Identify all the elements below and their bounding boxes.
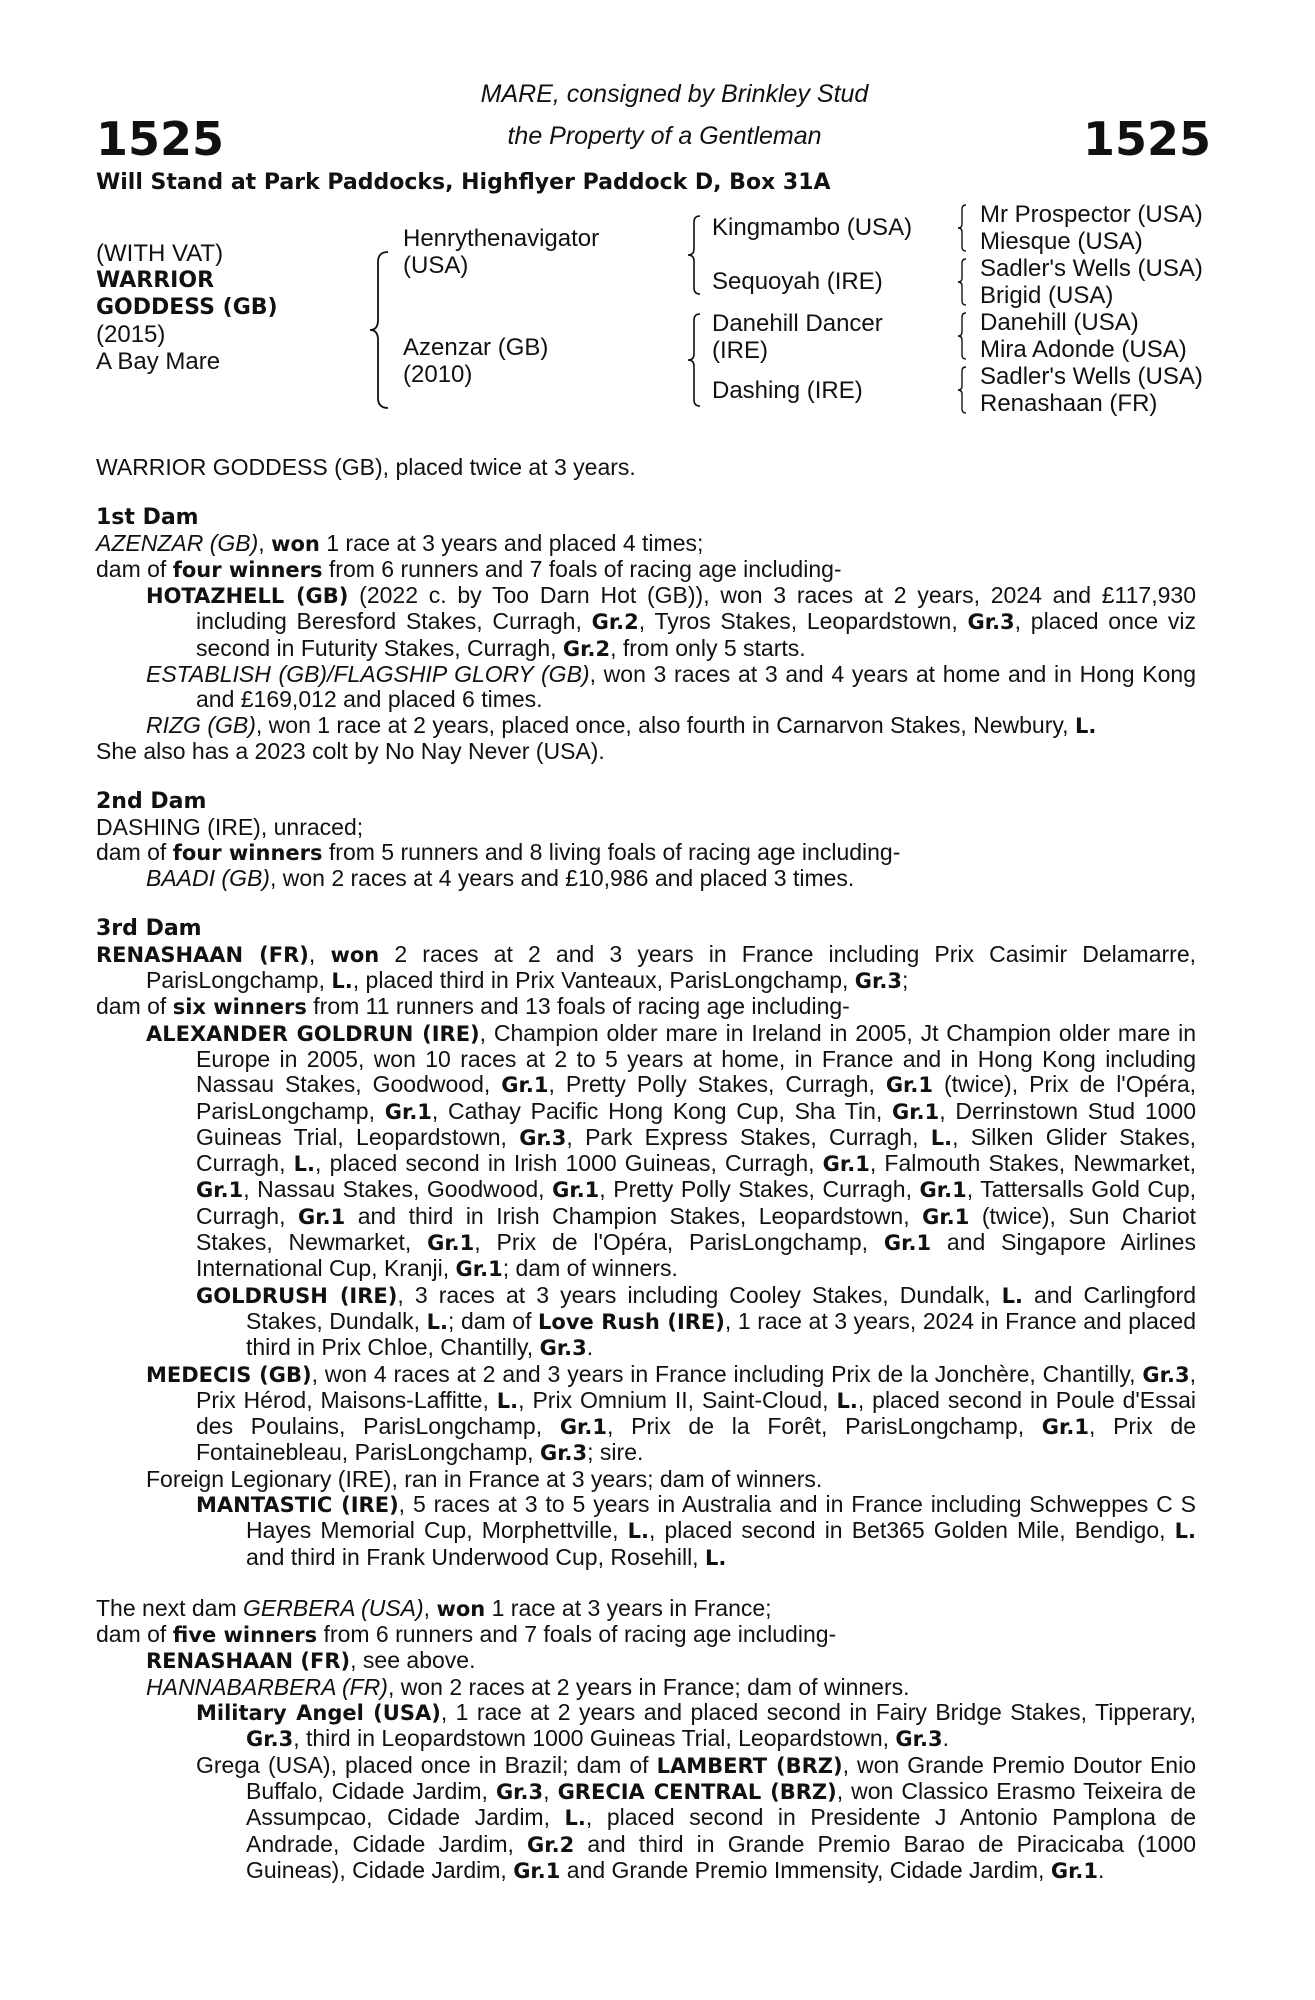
colt-note: She also has a 2023 colt by No Nay Never (USA). [96,737,605,764]
grade: L. [1001,1283,1023,1308]
winners-count: four winners [172,557,323,582]
sire [403,225,599,279]
grade: L. [1074,713,1097,738]
intro-line: WARRIOR GODDESS (GB), placed twice at 3 years. [96,454,636,480]
text: dam of [96,1621,173,1648]
text: , 3 races at 3 years including Cooley Stakes, Dundalk, [397,1281,1002,1308]
grade: Gr.3 [495,1779,544,1804]
grade: Gr.2 [562,636,611,661]
dam-name: GERBERA (USA) [243,1594,424,1621]
brace-dd [956,365,968,415]
sire-line2: (USA) [403,252,469,279]
second-dam-line2 [96,840,1196,866]
grade: Gr.1 [513,1858,561,1883]
first-dam-line1: AZENZAR (GB), won 1 race at 3 years and placed 4 times; [96,529,704,556]
text: , Prix de Fontainebleau, ParisLongchamp, [196,1413,1196,1466]
text: , Derrinstown Stud 1000 Guineas Trial, Leopardstown, [196,1097,1196,1150]
text: ; sire. [587,1439,644,1466]
text: , placed second in Poule d'Essai des Poulains, ParisLongchamp, [196,1386,1196,1440]
progeny-name: GOLDRUSH (IRE) [196,1283,398,1308]
brace-dam [686,312,702,408]
grade: Gr.3 [1142,1362,1190,1387]
grade: Gr.2 [527,1832,575,1857]
grade: Gr.1 [919,1178,967,1203]
text: , won 4 races at 2 and 3 years in France including Prix de la Jonchère, Chantilly, [311,1360,1143,1387]
grade: L. [293,1152,316,1177]
text: , [543,1777,558,1804]
text: , Park Express Stakes, Curragh, [566,1123,931,1150]
next-dam-line1 [96,1596,1196,1622]
gen3-sdd: Brigid (USA) [980,282,1114,309]
text: (2022 c. by Too Darn Hot (GB)), won 3 races at 2 years, 2024 and £117,930 including Beresford Stakes, Curragh, [196,582,1196,635]
gen3-sss: Mr Prospector (USA) [980,201,1203,228]
grade: Gr.2 [591,610,639,635]
grade: Gr.1 [1041,1415,1089,1440]
grade: Gr.3 [967,610,1015,635]
property-line: the Property of a Gentleman [507,122,822,150]
text: , Nassau Stakes, Goodwood, [243,1176,553,1203]
progeny-name: LAMBERT (BRZ) [656,1753,843,1778]
first-dam-line2 [96,557,1196,583]
rizg-entry [96,713,1196,739]
gen3-sds: Sadler's Wells (USA) [980,255,1203,282]
first-dam-heading: 1st Dam [96,505,199,531]
text: , [423,1594,437,1621]
progeny-name: RIZG (GB) [146,711,256,738]
grade: Gr.3 [539,1441,588,1466]
text: from 11 runners and 13 foals of racing age including- [306,993,850,1020]
dam-line1: Azenzar (GB) [403,334,549,361]
grade: Gr.3 [895,1727,943,1752]
text: , Pretty Polly Stakes, Curragh, [548,1071,886,1098]
baadi-entry [96,866,1196,891]
progeny-name: Military Angel (USA) [196,1701,441,1726]
dam-sire-line2: (IRE) [712,337,768,364]
text: . [586,1334,594,1361]
text: and Grande Premio Immensity, Cidade Jardim, [560,1856,1051,1883]
progeny-name: BAADI (GB) [146,865,270,892]
text: , Prix Hérod, Maisons-Laffitte, [196,1360,1197,1413]
grade: L. [836,1388,858,1413]
text: The next dam [96,1594,244,1621]
vat-note: (WITH VAT) [96,240,224,267]
grade: Gr.1 [559,1415,608,1440]
dam-name: AZENZAR (GB) [96,529,259,556]
dam-sire [712,310,883,364]
progeny-name: Love Rush (IRE) [538,1309,725,1334]
text: ; dam of winners. [502,1255,678,1282]
text: 2 races at 2 and 3 years in France including Prix Casimir Delamarre, ParisLongchamp, [146,940,1197,994]
grade: Gr.1 [1050,1858,1099,1883]
brace-sd [956,257,968,307]
catalogue-body [96,455,1196,1884]
alexander-goldrun-entry [96,1021,1196,1283]
grade: Gr.1 [883,1231,932,1256]
hotazhell-entry [96,583,1196,662]
text: , Silken Glider Stakes, Curragh, [196,1123,1197,1177]
dam-sire-line1: Danehill Dancer [712,310,883,337]
text: and third in Grande Premio Barao de Piracicaba (1000 Guineas), Cidade Jardim, [246,1830,1197,1883]
grade: Gr.3 [854,969,902,994]
dam-name: RENASHAAN (FR) [96,942,309,967]
won-label: won [330,942,380,967]
text: , won Grande Premio Doutor Enio Buffalo, Cidade Jardim, [246,1751,1196,1804]
mantastic-entry [96,1492,1196,1571]
stand-location: Will Stand at Park Paddocks, Highflyer Paddock D, Box 31A [96,170,831,195]
sire-sire: Kingmambo (USA) [712,214,913,241]
grade: Gr.1 [552,1178,600,1203]
grade: Gr.3 [246,1727,294,1752]
winners-count: five winners [172,1623,318,1648]
text: from 6 runners and 7 foals of racing age including- [317,1621,837,1648]
gen3-dd [980,363,1203,417]
next-dam-produce [96,1622,1196,1648]
text: ; [901,967,909,994]
text: , Prix de l'Opéra, ParisLongchamp, [474,1229,884,1256]
grade: Gr.3 [539,1336,587,1361]
text: , placed third in Prix Vanteaux, ParisLongchamp, [352,967,855,994]
text: , won 1 race at 2 years, placed once, also fourth in Carnarvon Stakes, Newbury, [255,711,1075,738]
hannabarbera-entry [96,1675,1196,1700]
establish-entry [96,662,1196,713]
text: . [1098,1856,1105,1883]
gen3-dds: Sadler's Wells (USA) [980,363,1203,390]
text: , 5 races at 3 to 5 years in Australia and in France including Schweppes C S Hayes Memorial Cup, Morphettville, [246,1490,1196,1544]
brace-sire [686,214,702,296]
text: (twice), Sun Chariot Stakes, Newmarket, [196,1202,1197,1256]
progeny-name: ALEXANDER GOLDRUN (IRE) [146,1021,480,1046]
text: , third in Leopardstown 1000 Guineas Trial, Leopardstown, [293,1725,896,1752]
text: . [942,1725,949,1752]
text: , won 3 races at 3 and 4 years at home and in Hong Kong and £169,012 and placed 6 times. [196,661,1197,713]
horse-year: (2015) [96,321,166,348]
gen3-dsd: Mira Adonde (USA) [980,336,1187,363]
gen3-ds [980,309,1187,363]
second-dam-heading: 2nd Dam [96,789,207,815]
text: ; dam of [448,1307,539,1334]
text: , Champion older mare in Ireland in 2005, Jt Champion older mare in Europe in 2005, won 10 races at 2 to 5 years at home, in France and in Hong Kong including Nassau Stakes, Goodwood, [196,1019,1196,1098]
goldrush-entry [96,1283,1196,1362]
text: , from only 5 starts. [610,634,806,661]
grade: Gr.1 [455,1257,503,1282]
text: , Tyros Stakes, Leopardstown, [638,608,968,635]
lot-number-left: 1525 [96,112,225,166]
text: , won 2 races at 4 years and £10,986 and placed 3 times. [269,865,855,892]
progeny-name: HANNABARBERA (FR) [146,1673,388,1700]
text: 1 race at 3 years and placed 4 times; [319,529,704,556]
grade: Gr.1 [892,1099,940,1124]
text: , 1 race at 2 years and placed second in Fairy Bridge Stakes, Tipperary, [440,1699,1196,1726]
military-angel-entry [96,1700,1196,1753]
sire-line1: Henrythenavigator [403,225,600,252]
grade: L. [331,969,353,994]
won-label: won [271,531,320,556]
text: and Singapore Airlines International Cup, Kranji, [196,1229,1196,1282]
horse-name-1: WARRIOR [96,268,215,293]
text: , placed second in Irish 1000 Guineas, Curragh, [315,1150,823,1177]
consignment-line: MARE, consigned by Brinkley Stud [480,80,869,108]
gen3-dss: Danehill (USA) [980,309,1139,336]
text: , Cathay Pacific Hong Kong Cup, Sha Tin, [431,1097,893,1124]
grade: L. [627,1519,649,1544]
text: , won 2 races at 2 years in France; dam of winners. [387,1673,910,1700]
gen3-ssd: Miesque (USA) [980,228,1143,255]
renashaan-entry: RENASHAAN (FR), won 2 races at 2 and 3 years in France including Prix Casimir Delamarre, ParisLongchamp, L., placed third in Prix Vanteaux, ParisLongchamp, Gr.3; [96,940,1197,994]
grade: L. [426,1309,448,1334]
text: from 6 runners and 7 foals of racing age including- [322,555,842,582]
grade: L. [930,1125,953,1150]
horse-desc: A Bay Mare [96,348,221,375]
sire-dam: Sequoyah (IRE) [712,268,883,295]
lot-number-right: 1525 [1082,112,1211,166]
text: and third in Irish Champion Stakes, Leopardstown, [345,1202,923,1229]
foreign-legionary-entry: Foreign Legionary (IRE), ran in France at 3 years; dam of winners. [146,1465,823,1492]
dam-line2: (2010) [403,361,473,388]
grade: Gr.1 [885,1073,934,1098]
text: , Pretty Polly Stakes, Curragh, [599,1176,920,1203]
grade: L. [564,1806,586,1831]
progeny-name: RENASHAAN (FR) [146,1649,351,1674]
text: and third in Frank Underwood Cup, Rosehill, [246,1543,705,1570]
gen3-sd [980,255,1203,309]
grade: Gr.1 [427,1231,475,1256]
grade: Gr.1 [822,1152,870,1177]
brace-ds [956,311,968,361]
progeny-name: ESTABLISH (GB)/FLAGSHIP GLORY (GB) [146,661,590,688]
text: , won Classico Erasmo Teixeira de Assumpcao, Cidade Jardim, [246,1777,1197,1831]
gen3-ss [980,201,1203,255]
text: , placed once viz second in Futurity Stakes, Curragh, [196,608,1196,661]
text: , placed second in Bet365 Golden Mile, Bendigo, [648,1517,1175,1544]
grade: Gr.1 [384,1099,432,1124]
text: dam of [96,993,173,1020]
gen3-ddd: Renashaan (FR) [980,390,1158,417]
text: and Carlingford Stakes, Dundalk, [246,1281,1197,1334]
text: , Falmouth Stakes, Newmarket, [869,1150,1197,1177]
renashaan-ref [96,1648,1196,1674]
medecis-entry [96,1362,1196,1467]
pedigree-brace-main [368,250,390,410]
horse-name-2: GODDESS (GB) [96,295,278,320]
grade: Gr.1 [298,1204,346,1229]
text: dam of [96,555,173,582]
grade: L. [704,1545,727,1570]
text: 1 race at 3 years in France; [485,1594,772,1621]
progeny-name: MANTASTIC (IRE) [196,1492,399,1517]
horse-block [96,240,278,375]
grade: Gr.1 [501,1073,549,1098]
grade: L. [1174,1519,1196,1544]
second-dam-line1: DASHING (IRE), unraced; [96,813,364,840]
text: , Tattersalls Gold Cup, Curragh, [196,1176,1196,1229]
text: Grega (USA), placed once in Brazil; dam of [196,1751,657,1778]
brace-ss [956,203,968,253]
progeny-name: GRECIA CENTRAL (BRZ) [557,1779,837,1804]
dam-dam: Dashing (IRE) [712,377,863,404]
third-dam-heading: 3rd Dam [96,916,202,942]
progeny-name: HOTAZHELL (GB) [146,584,349,609]
text: , see above. [350,1647,476,1674]
text: , 1 race at 3 years, 2024 in France and placed third in Prix Chloe, Chantilly, [246,1307,1196,1361]
winners-count: four winners [172,840,323,865]
grade: L. [496,1388,519,1413]
text: , Prix de la Forêt, ParisLongchamp, [607,1413,1042,1440]
dam [403,334,548,388]
won-label: won [436,1596,486,1621]
third-dam-produce [96,994,1196,1020]
text: dam of [96,838,173,865]
progeny-name: MEDECIS (GB) [146,1362,312,1387]
grade: Gr.1 [922,1204,970,1229]
text: , placed second in Presidente J Antonio Pamplona de Andrade, Cidade Jardim, [246,1804,1197,1857]
text: , Prix Omnium II, Saint-Cloud, [518,1386,837,1413]
grega-entry [96,1753,1196,1884]
grade: Gr.1 [196,1178,244,1203]
grade: Gr.3 [519,1125,567,1150]
winners-count: six winners [172,995,307,1020]
text: (twice), Prix de l'Opéra, ParisLongchamp, [196,1071,1197,1124]
text: from 5 runners and 8 living foals of racing age including- [322,838,901,865]
